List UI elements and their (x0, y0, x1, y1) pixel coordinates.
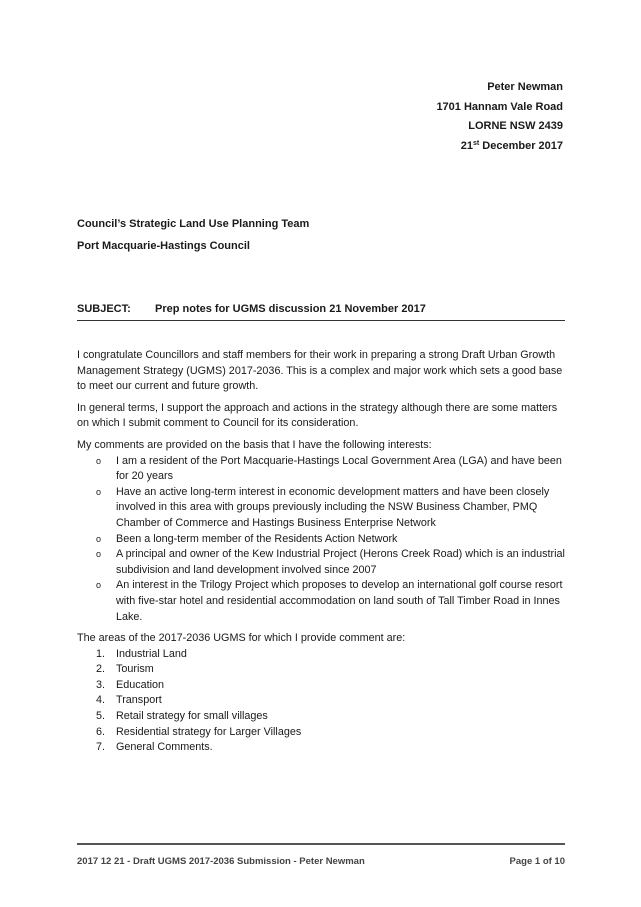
bullet-marker: o (96, 533, 102, 544)
bullet-marker: o (96, 455, 102, 466)
list-item: o Been a long-term member of the Residents Action Network (77, 532, 567, 548)
list-item: o Have an active long-term interest in economic development matters and have been closely involved in this area with groups previously including the NSW Business Chamber, PMQ Chamber of Commerce and Hastings Business Enterprise Network (96, 485, 550, 529)
list-item: 1. Industrial Land (96, 647, 187, 660)
date-rest: December 2017 (479, 139, 563, 152)
recipient-council: Port Macquarie-Hastings Council (77, 240, 250, 252)
paragraph-intro: I congratulate Councillors and staff members for their work in preparing a strong Draft Urban Growth Management Strategy (UGMS) 2017-2036. This is a complex and major work which sets a good base to meet our current and future growth. (77, 349, 563, 393)
list-item: o An interest in the Trilogy Project which proposes to develop an international golf course resort with five-star hotel and residential accommodation on land south of Tall Timber Road in Innes Lake. (96, 579, 563, 623)
paragraph-general: In general terms, I support the approach and actions in the strategy although there are some matters on which I submit comment to Council for its consideration. (77, 401, 558, 430)
interests-list (77, 454, 567, 626)
recipient-block (77, 213, 309, 257)
footer-document-title: 2017 12 21 - Draft UGMS 2017-2036 Submission - Peter Newman (77, 856, 365, 867)
letter-date (436, 137, 563, 157)
list-item: 3. Education (96, 678, 165, 691)
page-footer (77, 856, 565, 867)
sender-town: LORNE NSW 2439 (468, 120, 563, 132)
footer-divider (77, 843, 565, 845)
subject-label: SUBJECT: (77, 303, 131, 315)
list-item: 5. Retail strategy for small villages (96, 710, 268, 723)
paragraph-interests-intro: My comments are provided on the basis that I have the following interests: (77, 438, 432, 451)
paragraph-areas-intro: The areas of the 2017-2036 UGMS for which I provide comment are: (77, 632, 406, 645)
sender-street: 1701 Hannam Vale Road (436, 100, 563, 113)
list-item: o A principal and owner of the Kew Industrial Project (Herons Creek Road) which is an industrial subdivision and land development involved since 2007 (96, 548, 565, 576)
bullet-marker: o (96, 549, 102, 560)
list-item: 4. Transport (96, 694, 162, 707)
subject-text: Prep notes for UGMS discussion 21 November 2017 (155, 303, 426, 315)
areas-list (77, 647, 567, 756)
date-day: 21 (460, 139, 473, 152)
sender-name: Peter Newman (487, 81, 563, 93)
sender-address-block (436, 78, 563, 156)
bullet-marker: o (96, 486, 102, 497)
letter-body (77, 348, 567, 756)
list-item: 2. Tourism (96, 663, 154, 676)
recipient-team: Council’s Strategic Land Use Planning Team (77, 218, 310, 230)
list-item: o I am a resident of the Port Macquarie-Hastings Local Government Area (LGA) and have been for 20 years (96, 454, 562, 483)
subject-line (77, 303, 565, 321)
list-item: 7. General Comments. (96, 741, 213, 754)
list-item: 6. Residential strategy for Larger Villages (96, 725, 302, 738)
bullet-marker: o (96, 580, 102, 591)
page-number: Page 1 of 10 (509, 856, 565, 867)
date-suffix: st (472, 139, 480, 147)
